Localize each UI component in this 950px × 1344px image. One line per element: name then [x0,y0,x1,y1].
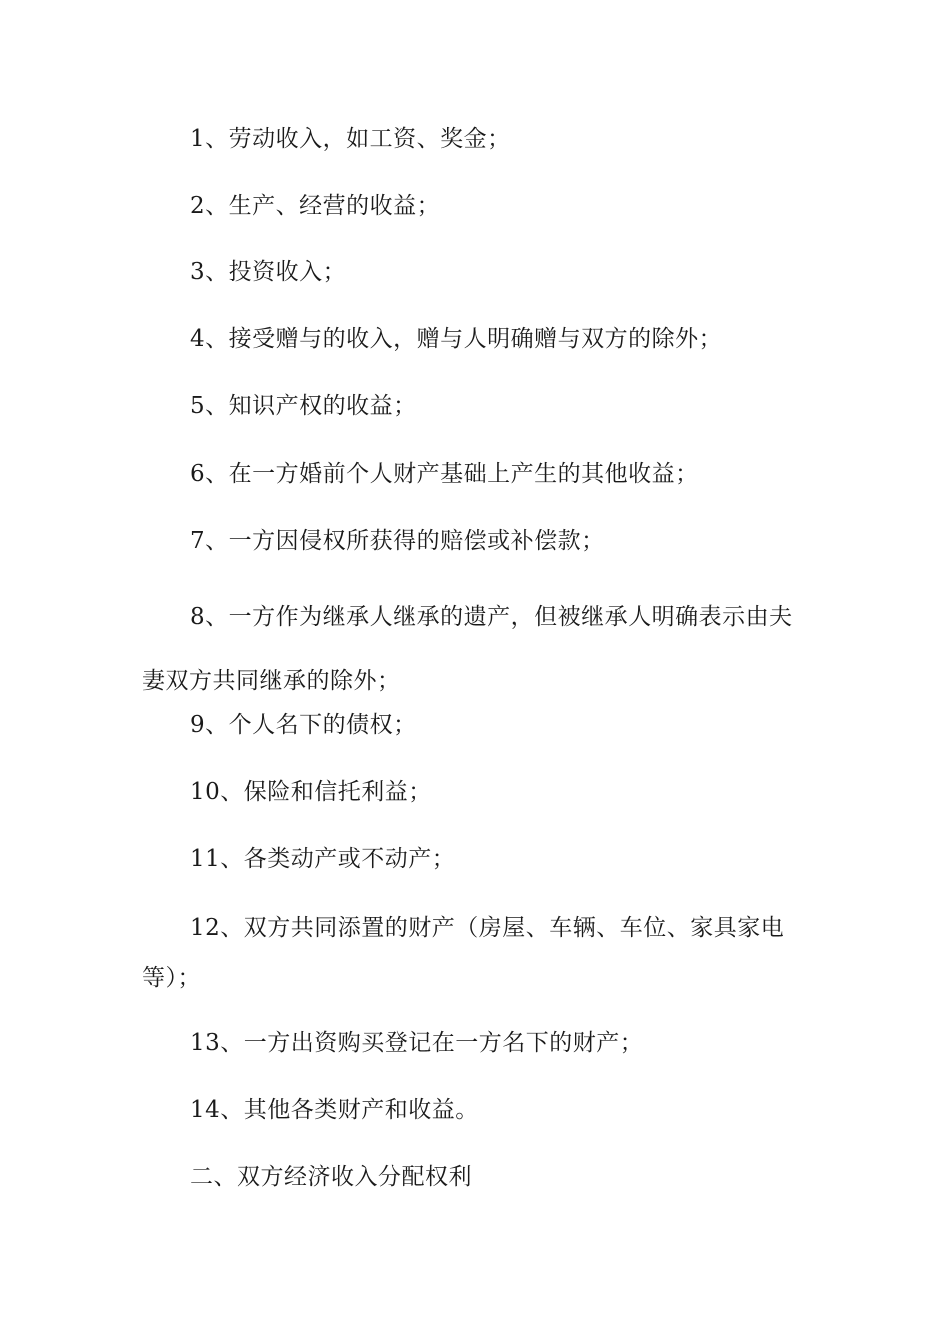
paragraph-item-2: 2、生产、经营的收益； [190,193,441,219]
paragraph-item-1: 1、劳动收入，如工资、奖金； [190,126,511,152]
paragraph-item-7: 7、一方因侵权所获得的赔偿或补偿款； [190,528,605,554]
paragraph-item-12: 12、双方共同添置的财产（房屋、车辆、车位、家具家电等）； [142,915,785,991]
paragraph-item-4: 4、接受赠与的收入，赠与人明确赠与双方的除外； [190,326,723,352]
paragraph-item-5: 5、知识产权的收益； [190,393,417,419]
paragraph-item-11: 11、各类动产或不动产； [190,846,456,872]
paragraph-item-9: 9、个人名下的债权； [190,712,417,738]
paragraph-item-13: 13、一方出资购买登记在一方名下的财产； [190,1030,644,1056]
paragraph-item-6: 6、在一方婚前个人财产基础上产生的其他收益； [190,461,699,487]
paragraph-item-3: 3、投资收入； [190,259,347,285]
section-heading: 二、双方经济收入分配权利 [190,1164,472,1190]
paragraph-item-10: 10、保险和信托利益； [190,779,432,805]
paragraph-item-14: 14、其他各类财产和收益。 [190,1097,479,1123]
paragraph-item-8: 8、一方作为继承人继承的遗产，但被继承人明确表示由夫妻双方共同继承的除外； [142,604,793,694]
